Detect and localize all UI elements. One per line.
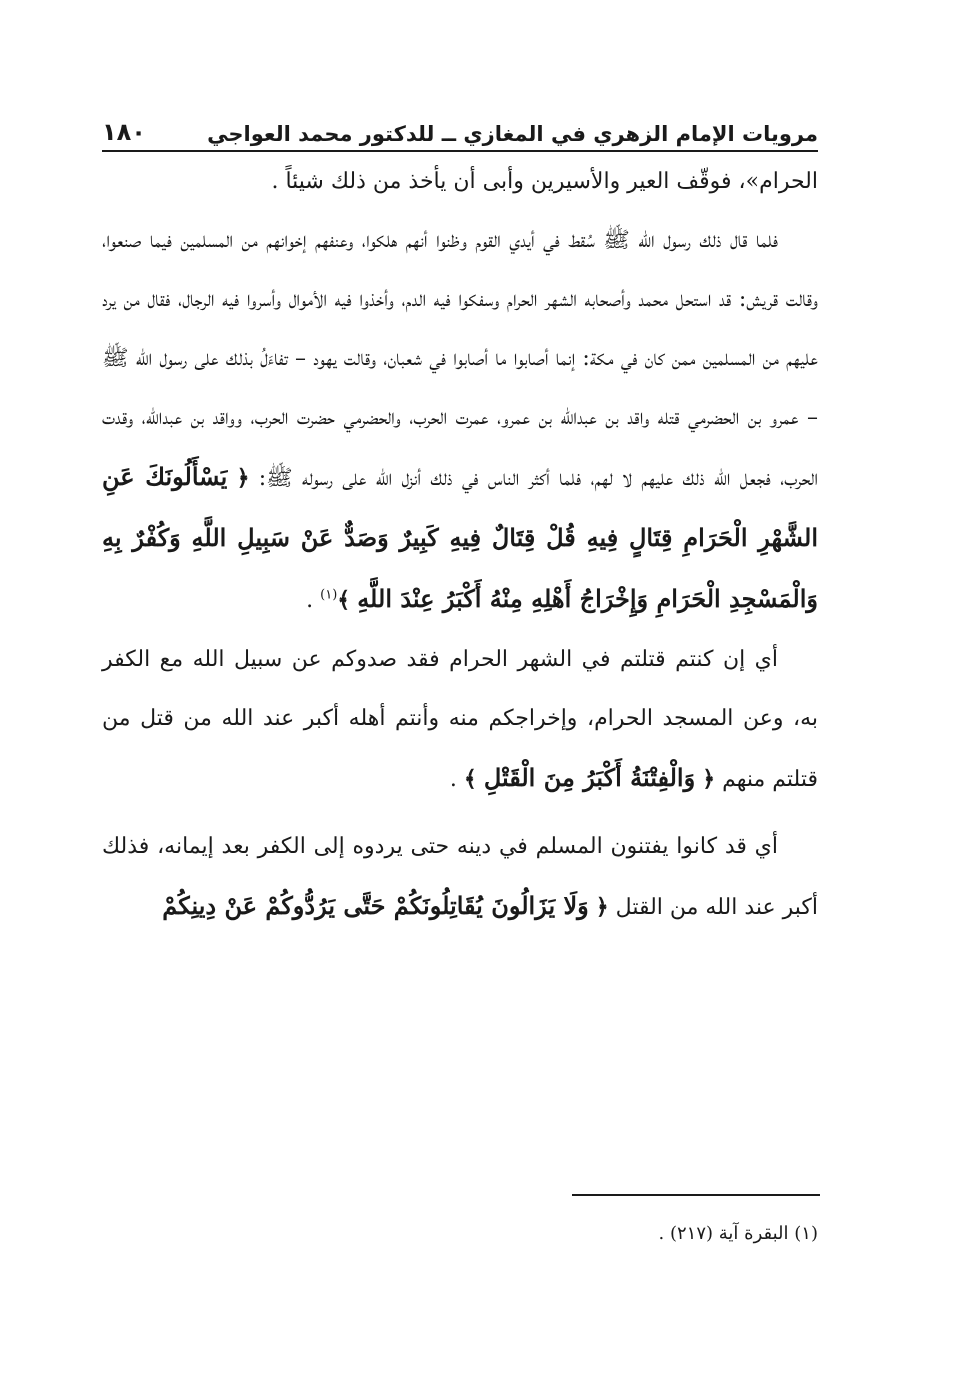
main-text xyxy=(102,152,818,937)
quran-verse-2: وَالْفِتْنَةُ أَكْبَرُ مِنَ الْقَتْلِ xyxy=(483,763,696,792)
paragraph-4 xyxy=(102,817,818,937)
footnote-reference: (١) xyxy=(320,587,338,603)
quran-open-bracket: ﴿ xyxy=(236,465,250,491)
paragraph-3-text: أي إن كنتم قتلتم في الشهر الحرام فقد صدوكم عن سبيل الله مع الكفر به، وعن المسجد الحرام، وإخراجكم منه وأنتم أهله أكبر عند الله من قتل من قتلتم منهم xyxy=(102,647,818,792)
quran-close-bracket: ﴾ xyxy=(463,766,477,792)
quran-open-bracket: ﴿ xyxy=(702,766,716,792)
paragraph-4-text: أي قد كانوا يفتنون المسلم في دينه حتى يردوه إلى الكفر بعد إيمانه، فذلك أكبر عند الله من القتل xyxy=(102,834,818,920)
footnote-separator xyxy=(572,1194,820,1196)
paragraph-3: أي إن كنتم قتلتم في الشهر الحرام فقد صدوكم عن سبيل الله مع الكفر به، وعن المسجد الحرام، وإخراجكم منه وأنتم أهله أكبر عند الله من قتل من قتلتم منهم ﴿ وَالْفِتْنَةُ أَكْبَرُ مِنَ الْقَتْلِ ﴾ . xyxy=(102,647,818,792)
footnote xyxy=(102,1220,818,1248)
book-title: مرويات الإمام الزهري في المغازي ــ للدكتور محمد العواجي xyxy=(207,122,818,146)
page-number: ١٨٠ xyxy=(102,118,146,146)
paragraph-2: فلما قال ذلك رسول الله ﷺ سُقط في أيدي القوم وظنوا أنهم هلكوا، وعنفهم إخوانهم من المسلمين فيما صنعوا، وقالت قريش: قد استحل محمد وأصحابه الشهر الحرام وسفكوا فيه الدم، وأخذوا فيه الأموال وأسروا فيه الرجال، فقال من يرد عليهم من المسلمين ممن كان في مكة: إنما أصابوا ما أصابوا في شعبان، وقالت يهود – تفاءَلُ بذلك على رسول الله ﷺ – عمرو بن الحضرمي قتله واقد بن عبدالله بن عمرو، عمرت الحرب، والحضرمي حضرت الحرب، وواقد بن عبدالله، وقدت الحرب، فجعل الله ذلك عليهم لا لهم، فلما أكثر الناس في ذلك أنزل الله على رسوله ﷺ: ﴿ يَسْأَلُونَكَ عَنِ الشَّهْرِ الْحَرَامِ قِتَالٍ فِيهِ قُلْ قِتَالٌ فِيهِ كَبِيرٌ وَصَدٌّ عَنْ سَبِيلِ اللَّهِ وَكُفْرٌ بِهِ وَالْمَسْجِدِ الْحَرَامِ وَإِخْرَاجُ أَهْلِهِ مِنْهُ أَكْبَرُ عِنْدَ اللَّهِ ﴾$^{(١)}$ . xyxy=(102,228,819,613)
paragraph-1-text: الحرام»، فوقّف العير والأسيرين وأبى أن يأخذ من ذلك شيئاً . xyxy=(271,169,818,194)
running-header xyxy=(102,108,818,152)
quran-verse-1: يَسْأَلُونَكَ عَنِ الشَّهْرِ الْحَرَامِ قِتَالٍ فِيهِ قُلْ قِتَالٌ فِيهِ كَبِيرٌ وَصَدٌّ عَنْ سَبِيلِ اللَّهِ وَكُفْرٌ بِهِ وَالْمَسْجِدِ الْحَرَامِ وَإِخْرَاجُ أَهْلِهِ مِنْهُ أَكْبَرُ عِنْدَ اللَّهِ xyxy=(102,462,818,613)
quran-close-bracket: ﴾ xyxy=(337,587,351,613)
paragraph-1 xyxy=(102,152,818,211)
quran-verse-3: وَلَا يَزَالُونَ يُقَاتِلُونَكُمْ حَتَّى يَرُدُّوكُمْ عَنْ دِينِكُمْ xyxy=(162,891,589,920)
paragraph-2-text: فلما قال ذلك رسول الله ﷺ سُقط في أيدي القوم وظنوا أنهم هلكوا، وعنفهم إخوانهم من المسلمين فيما صنعوا، وقالت قريش: قد استحل محمد وأصحابه الشهر الحرام وسفكوا فيه الدم، وأخذوا فيه الأموال وأسروا فيه الرجال، فقال من يرد عليهم من المسلمين ممن كان في مكة: إنما أصابوا ما أصابوا في شعبان، وقالت يهود – تفاءَلُ بذلك على رسول الله ﷺ – عمرو بن الحضرمي قتله واقد بن عبدالله بن عمرو، عمرت الحرب، والحضرمي حضرت الحرب، وواقد بن عبدالله، وقدت الحرب، فجعل الله ذلك عليهم لا لهم، فلما أكثر الناس في ذلك أنزل الله على رسوله ﷺ: xyxy=(102,228,819,491)
footnote-text: (١) البقرة آية (٢١٧) . xyxy=(658,1223,818,1244)
quran-open-bracket: ﴿ xyxy=(595,894,609,920)
